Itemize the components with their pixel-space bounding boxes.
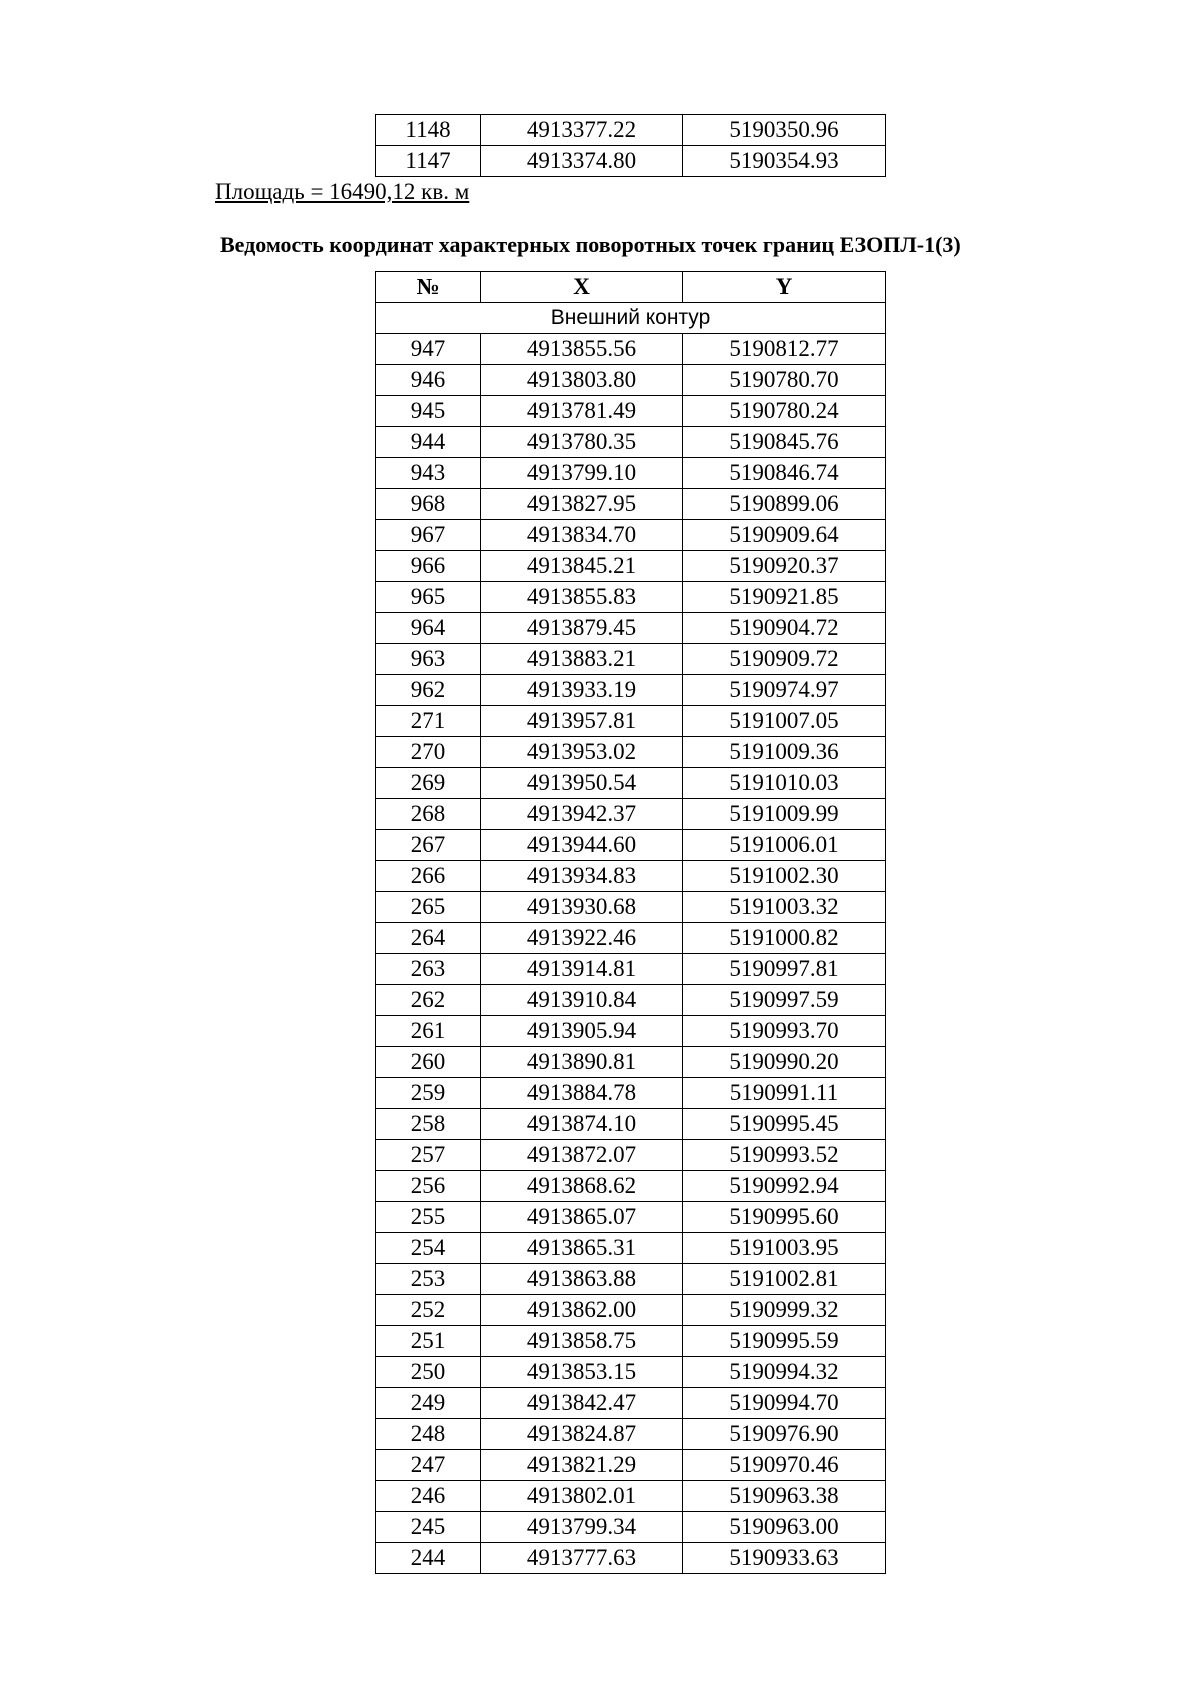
y-coordinate: 5190845.76 (683, 427, 886, 458)
y-coordinate: 5190354.93 (683, 146, 886, 177)
point-number: 247 (376, 1450, 481, 1481)
x-coordinate: 4913950.54 (481, 768, 683, 799)
point-number: 263 (376, 954, 481, 985)
table-row (376, 520, 886, 551)
y-coordinate: 5190997.81 (683, 954, 886, 985)
x-coordinate: 4913865.07 (481, 1202, 683, 1233)
y-coordinate: 5190812.77 (683, 334, 886, 365)
point-number: 252 (376, 1295, 481, 1326)
y-coordinate: 5191006.01 (683, 830, 886, 861)
x-coordinate: 4913853.15 (481, 1357, 683, 1388)
y-coordinate: 5190994.32 (683, 1357, 886, 1388)
table-row (376, 706, 886, 737)
table-row (376, 334, 886, 365)
point-number: 965 (376, 582, 481, 613)
y-coordinate: 5190974.97 (683, 675, 886, 706)
point-number: 245 (376, 1512, 481, 1543)
y-coordinate: 5190780.24 (683, 396, 886, 427)
table-row (376, 675, 886, 706)
point-number: 269 (376, 768, 481, 799)
section-label: Внешний контур (376, 303, 886, 334)
x-coordinate: 4913914.81 (481, 954, 683, 985)
x-coordinate: 4913905.94 (481, 1016, 683, 1047)
y-coordinate: 5190904.72 (683, 613, 886, 644)
point-number: 256 (376, 1171, 481, 1202)
point-number: 253 (376, 1264, 481, 1295)
x-coordinate: 4913884.78 (481, 1078, 683, 1109)
header-x: X (481, 272, 683, 303)
table-row (376, 1481, 886, 1512)
y-coordinate: 5190997.59 (683, 985, 886, 1016)
table-row (376, 365, 886, 396)
x-coordinate: 4913827.95 (481, 489, 683, 520)
table-row (376, 489, 886, 520)
table-row (376, 1140, 886, 1171)
x-coordinate: 4913865.31 (481, 1233, 683, 1264)
header-number: № (376, 272, 481, 303)
table-row (376, 1295, 886, 1326)
x-coordinate: 4913953.02 (481, 737, 683, 768)
y-coordinate: 5190909.64 (683, 520, 886, 551)
point-number: 1147 (376, 146, 481, 177)
point-number: 265 (376, 892, 481, 923)
statement-title: Ведомость координат характерных поворотных точек границ ЕЗОПЛ-1(3) (220, 232, 961, 257)
x-coordinate: 4913858.75 (481, 1326, 683, 1357)
x-coordinate: 4913821.29 (481, 1450, 683, 1481)
table-row (376, 396, 886, 427)
point-number: 1148 (376, 115, 481, 146)
header-row (376, 272, 886, 303)
y-coordinate: 5191003.32 (683, 892, 886, 923)
table-row (376, 1078, 886, 1109)
y-coordinate: 5190991.11 (683, 1078, 886, 1109)
y-coordinate: 5191002.30 (683, 861, 886, 892)
y-coordinate: 5190999.32 (683, 1295, 886, 1326)
x-coordinate: 4913855.56 (481, 334, 683, 365)
table-row (376, 146, 886, 177)
point-number: 254 (376, 1233, 481, 1264)
point-number: 257 (376, 1140, 481, 1171)
table-row (376, 1016, 886, 1047)
point-number: 250 (376, 1357, 481, 1388)
x-coordinate: 4913780.35 (481, 427, 683, 458)
point-number: 249 (376, 1388, 481, 1419)
y-coordinate: 5190995.60 (683, 1202, 886, 1233)
table-row (376, 1171, 886, 1202)
table-row (376, 1109, 886, 1140)
y-coordinate: 5190963.38 (683, 1481, 886, 1512)
point-number: 260 (376, 1047, 481, 1078)
point-number: 947 (376, 334, 481, 365)
table-row (376, 1388, 886, 1419)
header-y: Y (683, 272, 886, 303)
point-number: 248 (376, 1419, 481, 1450)
table-row (376, 1202, 886, 1233)
x-coordinate: 4913377.22 (481, 115, 683, 146)
table-row (376, 1233, 886, 1264)
y-coordinate: 5190846.74 (683, 458, 886, 489)
y-coordinate: 5191003.95 (683, 1233, 886, 1264)
x-coordinate: 4913799.10 (481, 458, 683, 489)
y-coordinate: 5190990.20 (683, 1047, 886, 1078)
x-coordinate: 4913879.45 (481, 613, 683, 644)
area-label: Площадь = 16490,12 кв. м (215, 179, 470, 204)
x-coordinate: 4913374.80 (481, 146, 683, 177)
table-row (376, 892, 886, 923)
table-row (376, 582, 886, 613)
y-coordinate: 5190993.52 (683, 1140, 886, 1171)
point-number: 943 (376, 458, 481, 489)
table-row (376, 644, 886, 675)
x-coordinate: 4913933.19 (481, 675, 683, 706)
point-number: 962 (376, 675, 481, 706)
table-row (376, 458, 886, 489)
table-row (376, 1543, 886, 1574)
y-coordinate: 5191009.99 (683, 799, 886, 830)
x-coordinate: 4913855.83 (481, 582, 683, 613)
point-number: 946 (376, 365, 481, 396)
point-number: 966 (376, 551, 481, 582)
table-row (376, 985, 886, 1016)
table-row (376, 1450, 886, 1481)
table-row (376, 1357, 886, 1388)
point-number: 964 (376, 613, 481, 644)
y-coordinate: 5191000.82 (683, 923, 886, 954)
point-number: 255 (376, 1202, 481, 1233)
y-coordinate: 5190993.70 (683, 1016, 886, 1047)
table-row (376, 830, 886, 861)
table-row (376, 613, 886, 644)
point-number: 968 (376, 489, 481, 520)
x-coordinate: 4913910.84 (481, 985, 683, 1016)
y-coordinate: 5191010.03 (683, 768, 886, 799)
y-coordinate: 5190933.63 (683, 1543, 886, 1574)
point-number: 963 (376, 644, 481, 675)
point-number: 270 (376, 737, 481, 768)
y-coordinate: 5191009.36 (683, 737, 886, 768)
x-coordinate: 4913944.60 (481, 830, 683, 861)
x-coordinate: 4913802.01 (481, 1481, 683, 1512)
previous-coordinates-table (375, 114, 886, 177)
table-row (376, 954, 886, 985)
point-number: 267 (376, 830, 481, 861)
x-coordinate: 4913922.46 (481, 923, 683, 954)
y-coordinate: 5190920.37 (683, 551, 886, 582)
table-row (376, 1326, 886, 1357)
y-coordinate: 5190976.90 (683, 1419, 886, 1450)
y-coordinate: 5190995.59 (683, 1326, 886, 1357)
table-row (376, 768, 886, 799)
y-coordinate: 5190994.70 (683, 1388, 886, 1419)
point-number: 967 (376, 520, 481, 551)
y-coordinate: 5191002.81 (683, 1264, 886, 1295)
y-coordinate: 5190921.85 (683, 582, 886, 613)
x-coordinate: 4913934.83 (481, 861, 683, 892)
point-number: 271 (376, 706, 481, 737)
point-number: 264 (376, 923, 481, 954)
table-row (376, 1047, 886, 1078)
point-number: 251 (376, 1326, 481, 1357)
y-coordinate: 5191007.05 (683, 706, 886, 737)
table-row (376, 1512, 886, 1543)
point-number: 266 (376, 861, 481, 892)
table-row (376, 923, 886, 954)
y-coordinate: 5190899.06 (683, 489, 886, 520)
y-coordinate: 5190780.70 (683, 365, 886, 396)
point-number: 944 (376, 427, 481, 458)
x-coordinate: 4913803.80 (481, 365, 683, 396)
x-coordinate: 4913845.21 (481, 551, 683, 582)
point-number: 246 (376, 1481, 481, 1512)
point-number: 259 (376, 1078, 481, 1109)
point-number: 258 (376, 1109, 481, 1140)
y-coordinate: 5190350.96 (683, 115, 886, 146)
table-row (376, 799, 886, 830)
table-row (376, 1419, 886, 1450)
x-coordinate: 4913930.68 (481, 892, 683, 923)
x-coordinate: 4913957.81 (481, 706, 683, 737)
x-coordinate: 4913842.47 (481, 1388, 683, 1419)
point-number: 261 (376, 1016, 481, 1047)
x-coordinate: 4913834.70 (481, 520, 683, 551)
point-number: 268 (376, 799, 481, 830)
x-coordinate: 4913872.07 (481, 1140, 683, 1171)
section-row (376, 303, 886, 334)
y-coordinate: 5190963.00 (683, 1512, 886, 1543)
table-row (376, 1264, 886, 1295)
x-coordinate: 4913824.87 (481, 1419, 683, 1450)
table-row (376, 861, 886, 892)
y-coordinate: 5190995.45 (683, 1109, 886, 1140)
point-number: 262 (376, 985, 481, 1016)
y-coordinate: 5190970.46 (683, 1450, 886, 1481)
x-coordinate: 4913799.34 (481, 1512, 683, 1543)
x-coordinate: 4913868.62 (481, 1171, 683, 1202)
x-coordinate: 4913883.21 (481, 644, 683, 675)
x-coordinate: 4913862.00 (481, 1295, 683, 1326)
x-coordinate: 4913781.49 (481, 396, 683, 427)
table-row (376, 427, 886, 458)
x-coordinate: 4913874.10 (481, 1109, 683, 1140)
x-coordinate: 4913777.63 (481, 1543, 683, 1574)
point-number: 945 (376, 396, 481, 427)
x-coordinate: 4913863.88 (481, 1264, 683, 1295)
x-coordinate: 4913890.81 (481, 1047, 683, 1078)
table-row (376, 115, 886, 146)
point-number: 244 (376, 1543, 481, 1574)
table-row (376, 737, 886, 768)
x-coordinate: 4913942.37 (481, 799, 683, 830)
y-coordinate: 5190992.94 (683, 1171, 886, 1202)
table-row (376, 551, 886, 582)
coordinates-table (375, 271, 886, 1574)
y-coordinate: 5190909.72 (683, 644, 886, 675)
